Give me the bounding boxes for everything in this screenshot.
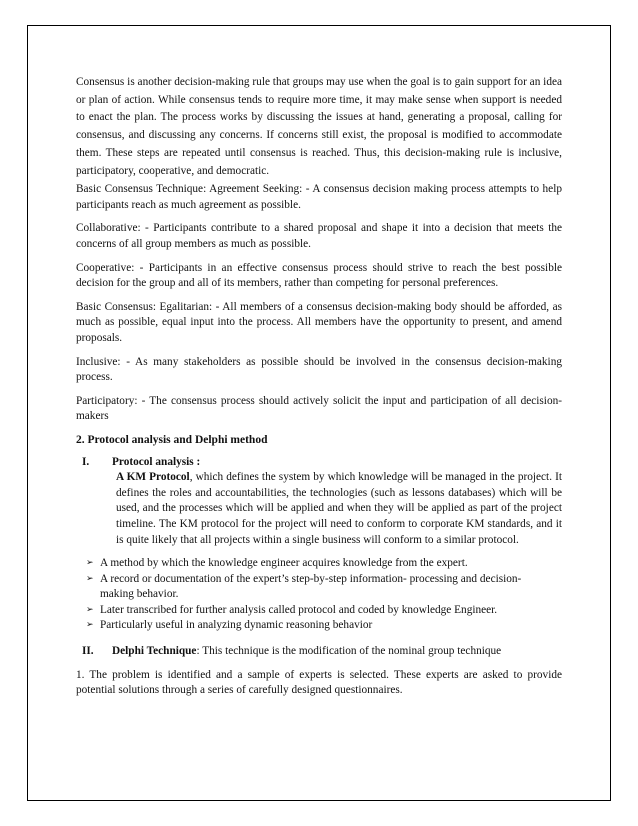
bullet-text: Particularly useful in analyzing dynamic reasoning behavior (100, 619, 373, 632)
roman-numeral-2: II. (82, 645, 94, 658)
collaborative-paragraph: Collaborative: - Participants contribute to a shared proposal and shape it into a decision that meets the concerns of all group members as much as possible. (76, 222, 562, 250)
cooperative-paragraph: Cooperative: - Participants in an effective consensus process should strive to reach the best possible decision for the group and all of its members, rather than competing for personal preferences. (76, 261, 562, 290)
bullet-text: Later transcribed for further analysis called protocol and coded by knowledge Engineer. (100, 603, 498, 616)
bullet-text: A method by which the knowledge engineer acquires knowledge from the expert. (100, 557, 468, 570)
arrow-bullet-icon: ➢ (86, 558, 94, 569)
delphi-technique-body (112, 644, 562, 660)
section-heading: 2. Protocol analysis and Delphi method (76, 433, 268, 446)
protocol-analysis-title: Protocol analysis : (112, 455, 201, 468)
roman-numeral-1: I. (82, 455, 90, 468)
protocol-analysis-item (76, 455, 562, 549)
arrow-bullet-icon: ➢ (86, 604, 94, 615)
km-protocol-label: A KM Protocol (116, 471, 190, 484)
list-item (86, 618, 562, 634)
km-protocol-text: , which defines the system by which knowledge will be managed in the project. It defines the roles and accountabilities, the technologies (such as lessons databases) which will be used, and the processes which will be applied and when they will be applied as part of the project timeline. The KM protocol for the project will need to conform to corporate KM standards, and it is quite likely that all projects within a single business will conform to a similar protocol. (116, 471, 562, 546)
inclusive-paragraph: Inclusive: - As many stakeholders as possible should be involved in the consensus decision-making process. (76, 355, 562, 384)
protocol-analysis-body (112, 455, 562, 549)
participatory-paragraph: Participatory: - The consensus process should actively solicit the input and participation of all decision-makers (76, 394, 562, 423)
list-item (86, 556, 562, 572)
delphi-technique-item (76, 644, 562, 660)
document-body (76, 74, 562, 707)
arrow-bullet-icon: ➢ (86, 620, 94, 631)
delphi-technique-title: Delphi Technique (112, 645, 197, 658)
list-item (86, 572, 562, 603)
egalitarian-paragraph: Basic Consensus: Egalitarian: - All members of a consensus decision-making body should be afforded, as much as possible, equal input into the process. All members have the opportunity to present, and amend proposals. (76, 300, 562, 344)
km-protocol-description (112, 470, 562, 548)
arrow-bullet-icon: ➢ (86, 573, 94, 584)
basic-agreement-paragraph: Basic Consensus Technique: Agreement Seeking: - A consensus decision making process attempts to help participants reach as much agreement as possible. (76, 183, 562, 211)
protocol-bullet-list (76, 556, 562, 634)
delphi-technique-text: : This technique is the modification of the nominal group technique (196, 645, 502, 658)
bullet-text: A record or documentation of the expert’s step-by-step information- processing and decision-making behavior. (100, 572, 522, 601)
delphi-step-1: 1. The problem is identified and a sample of experts is selected. These experts are asked to provide potential solutions through a series of carefully designed questionnaires. (76, 668, 562, 697)
list-item (86, 603, 562, 619)
intro-paragraph: Consensus is another decision-making rule that groups may use when the goal is to gain support for an idea or plan of action. While consensus tends to require more time, it may make sense when support is needed to enact the plan. The process works by discussing the issues at hand, generating a proposal, calling for consensus, and discussing any concerns. If concerns still exist, the proposal is modified to accommodate them. These steps are repeated until consensus is reached. Thus, this decision-making rule is inclusive, participatory, cooperative, and democratic. (76, 76, 562, 177)
